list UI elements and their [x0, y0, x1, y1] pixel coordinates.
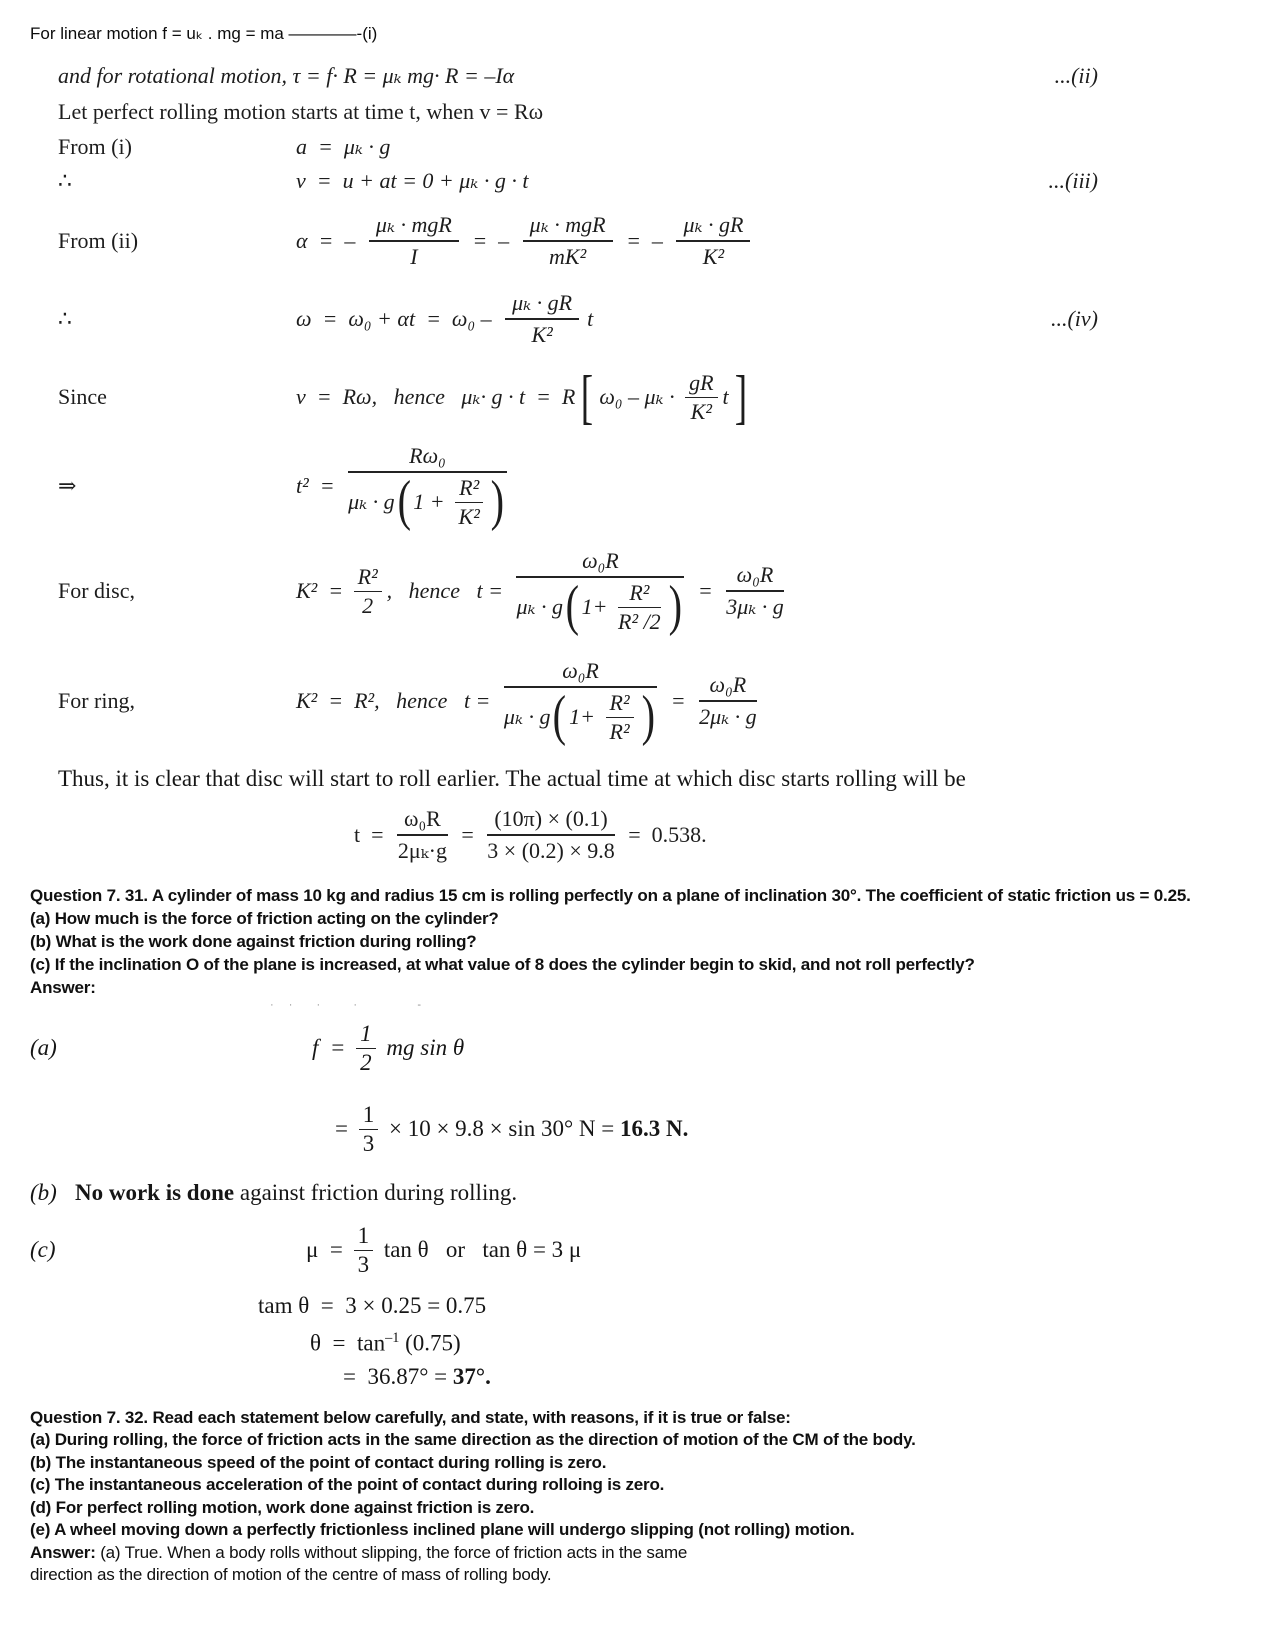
- no-work-rest: against friction during rolling.: [234, 1180, 518, 1205]
- ring-lhs: K² = R², hence t =: [296, 688, 496, 713]
- omega-post: t: [587, 306, 594, 331]
- scan-artifact: · · · · ‑: [270, 999, 427, 1011]
- fraction-numerator: Rω₀: [409, 442, 446, 468]
- answer-7-32-text: (a) True. When a body rolls without slipping, the force of friction acts in the same: [95, 1542, 688, 1562]
- den-inner-text: 1 +: [413, 489, 451, 514]
- alpha-eq3: = –: [620, 228, 669, 253]
- friction-post: mg sin θ: [380, 1035, 465, 1060]
- equation-row-from-i: [58, 130, 1098, 164]
- right-paren: ): [641, 685, 655, 748]
- inner-fraction: [455, 475, 483, 530]
- theta-value: = 36.87° =: [343, 1363, 453, 1389]
- perfect-rolling-line: Let perfect rolling motion starts at time t, when v = Rω: [58, 99, 544, 124]
- third-fraction: [354, 1223, 374, 1278]
- question-7-31-item-c: (c) If the inclination O of the plane is increased, at what value of 8 does the cylinder begin to skid, and not roll perfectly?: [30, 955, 975, 974]
- fraction-denominator: 2μₖ·g: [397, 838, 448, 863]
- big-fraction: [503, 657, 657, 748]
- since-inner: ω₀ – μₖ ·: [599, 384, 681, 409]
- question-7-31-intro: Question 7. 31. A cylinder of mass 10 kg and radius 15 cm is rolling perfectly on a plane of inclination 30°. The coefficient of static friction us = 0.25.: [30, 886, 1191, 905]
- left-paren: (: [553, 685, 567, 748]
- fraction-numerator: 1: [357, 1222, 370, 1248]
- row-label-since: Since: [58, 384, 107, 409]
- fraction-numerator: ω₀R: [404, 806, 441, 831]
- den-prefix: μₖ · g: [516, 594, 564, 619]
- question-7-31-item-a: (a) How much is the force of friction acting on the cylinder?: [30, 909, 499, 928]
- result-fraction: [726, 562, 784, 620]
- tan-theta-line: tam θ = 3 × 0.25 = 0.75: [258, 1293, 487, 1318]
- fraction-denominator: [516, 575, 684, 638]
- omega-lhs: ω = ω₀ + αt = ω₀ –: [296, 306, 498, 331]
- fraction: [397, 806, 448, 864]
- acceleration-equation: a = μₖ · g: [296, 134, 391, 159]
- theta-result-line: [343, 1360, 1245, 1393]
- perfect-rolling-line-row: [58, 94, 1098, 130]
- equation-row-t-squared: [58, 436, 1098, 536]
- right-paren: ): [668, 575, 682, 638]
- derivation-section: [58, 58, 1098, 756]
- equation-row-disc: [58, 536, 1098, 646]
- answer-label-a: (a): [30, 1035, 57, 1060]
- fraction-denominator: 2: [362, 592, 374, 618]
- fraction-numerator: ω₀R: [709, 672, 747, 697]
- big-fraction: [348, 442, 507, 533]
- answer-row-b: [30, 1175, 1245, 1211]
- question-7-32-item-e: (e) A wheel moving down a perfectly frictionless inclined plane will undergo slipping (not rolling) motion.: [30, 1520, 855, 1540]
- fraction-numerator: μₖ · mgR: [375, 212, 452, 237]
- answer-label-c: (c): [30, 1237, 56, 1262]
- value-post: × 10 × 9.8 × sin 30° N =: [383, 1116, 621, 1141]
- theta-post: (0.75): [399, 1330, 461, 1356]
- final-result: = 0.538.: [622, 822, 707, 847]
- answer-7-32-line1: [30, 1542, 1245, 1565]
- left-paren: (: [565, 575, 580, 638]
- theta-value-bold: 37°.: [452, 1363, 491, 1389]
- fraction-denominator: I: [410, 244, 418, 269]
- fraction-denominator: K²: [531, 322, 553, 347]
- fraction-denominator: 2: [360, 1049, 372, 1075]
- fraction-numerator: ω₀R: [582, 547, 619, 573]
- equation-row-final-time: [354, 796, 1098, 874]
- fraction-denominator: 3: [357, 1251, 370, 1277]
- right-bracket: ]: [734, 364, 747, 430]
- inverse-exponent: –1: [385, 1330, 400, 1346]
- left-paren: (: [397, 470, 411, 533]
- therefore-symbol: ∴: [58, 306, 72, 331]
- fraction-numerator: μₖ · gR: [683, 212, 744, 237]
- question-7-32-item-c: (c) The instantaneous acceleration of the point of contact during rolloing is zero.: [30, 1475, 665, 1495]
- therefore-symbol: ∴: [58, 168, 72, 193]
- fraction-denominator: K²: [702, 244, 725, 269]
- equation-row-velocity: [58, 164, 1098, 198]
- final-lhs: t =: [354, 822, 390, 847]
- equation-ref-iv: ...(iv): [1050, 306, 1098, 331]
- fraction-numerator: μₖ · mgR: [529, 212, 606, 237]
- question-7-31: [30, 884, 1245, 999]
- inner-fraction: [606, 690, 634, 745]
- fraction-denominator: R²: [609, 718, 630, 744]
- disc-lhs: K² =: [296, 578, 349, 603]
- since-lhs: v = Rω, hence μₖ· g · t = R: [296, 384, 576, 409]
- den-inner-text: 1+: [569, 704, 601, 729]
- fraction-denominator: 3 × (0.2) × 9.8: [487, 838, 615, 863]
- big-fraction: [516, 547, 684, 638]
- implies-symbol: ⇒: [58, 473, 77, 498]
- den-prefix: μₖ · g: [348, 489, 395, 514]
- final-time-section: [58, 796, 1098, 874]
- answer-label: Answer:: [30, 978, 96, 997]
- row-label-from-i: From (i): [58, 134, 132, 159]
- answer-7-32-line2: direction as the direction of motion of the centre of mass of rolling body.: [30, 1565, 552, 1585]
- answer-row-a-value: [335, 1087, 1245, 1171]
- thus-paragraph: Thus, it is clear that disc will start to roll earlier. The actual time at which disc starts rolling will be: [58, 766, 966, 791]
- equation-row-ring: [58, 646, 1098, 756]
- half-fraction: [356, 1021, 376, 1076]
- fraction-denominator: [348, 470, 507, 533]
- answer-label: Answer:: [30, 1542, 96, 1562]
- row-label-ring: For ring,: [58, 688, 135, 713]
- k-fraction: [354, 564, 382, 619]
- equation-ref-ii: ...(ii): [1054, 63, 1098, 88]
- fraction-numerator: μₖ · gR: [512, 290, 573, 315]
- fraction-denominator: K²: [690, 398, 712, 424]
- equation-row-omega: [58, 280, 1098, 358]
- question-7-32-item-d: (d) For perfect rolling motion, work done against friction is zero.: [30, 1497, 535, 1517]
- fraction-denominator: 2μₖ · g: [699, 704, 757, 729]
- fraction: [685, 370, 717, 425]
- fraction: [505, 290, 579, 348]
- ring-eq2: =: [665, 688, 692, 713]
- disc-mid: , hence t =: [386, 578, 509, 603]
- fraction-numerator: R²: [609, 689, 630, 715]
- question-7-32: [30, 1407, 1245, 1587]
- fraction-denominator: K²: [458, 503, 480, 529]
- fraction-numerator: R²: [357, 563, 378, 589]
- fraction-denominator: mK²: [549, 244, 587, 269]
- alpha-eq2: = –: [466, 228, 515, 253]
- fraction-numerator: ω₀R: [736, 562, 774, 587]
- disc-eq2: =: [692, 578, 719, 603]
- rotational-equation: and for rotational motion, τ = f· R = μₖ mg· R = –Iα: [58, 63, 515, 88]
- answer-row-c: [30, 1211, 1245, 1289]
- velocity-equation: v = u + at = 0 + μₖ · g · t: [296, 168, 529, 193]
- fraction: [523, 212, 613, 270]
- den-inner-text: 1+: [581, 594, 614, 619]
- question-7-32-item-a: (a) During rolling, the force of friction acts in the same direction as the direction of motion of the CM of the body.: [30, 1430, 916, 1450]
- final-eq2: =: [455, 822, 480, 847]
- fraction-numerator: 1: [362, 1101, 375, 1127]
- fraction-denominator: [503, 685, 657, 748]
- linear-motion-line: For linear motion f = uₖ . mg = ma ————-(i): [30, 24, 378, 43]
- since-post: t: [722, 384, 729, 409]
- t2-lhs: t² =: [296, 473, 341, 498]
- value-lhs: =: [335, 1116, 354, 1141]
- equation-row-rotational: [58, 58, 1098, 94]
- answer-row-a: [30, 1009, 1245, 1087]
- equation-row-since: [58, 358, 1098, 436]
- fraction-denominator: 3: [362, 1130, 375, 1156]
- equation-row-alpha: [58, 202, 1098, 280]
- fraction: [369, 212, 459, 270]
- theta-line: [310, 1322, 1245, 1360]
- right-paren: ): [490, 470, 505, 533]
- left-bracket: [: [581, 364, 594, 430]
- row-label-disc: For disc,: [58, 578, 135, 603]
- theta-pre: θ = tan: [310, 1330, 386, 1356]
- result-fraction: [699, 672, 757, 730]
- fraction-numerator: R²: [459, 474, 480, 500]
- question-7-31-item-b: (b) What is the work done against friction during rolling?: [30, 932, 477, 951]
- question-7-32-item-b: (b) The instantaneous speed of the point of contact during rolling is zero.: [30, 1452, 607, 1472]
- no-work-bold: No work is done: [75, 1180, 235, 1205]
- friction-lhs: f =: [312, 1035, 352, 1060]
- mu-lhs: μ =: [306, 1237, 349, 1262]
- fraction-numerator: 1: [360, 1020, 372, 1046]
- question-7-32-intro: Question 7. 32. Read each statement below carefully, and state, with reasons, if it is true or false:: [30, 1407, 791, 1427]
- answer-7-31-section: [30, 1009, 1245, 1393]
- fraction-numerator: R²: [629, 579, 650, 605]
- alpha-lhs: α = –: [296, 228, 361, 253]
- fraction-numerator: gR: [689, 369, 714, 395]
- mu-post: tan θ or tan θ = 3 μ: [378, 1237, 582, 1262]
- fraction: [676, 212, 750, 270]
- friction-result: 16.3 N.: [620, 1116, 689, 1141]
- inner-fraction: [618, 580, 661, 635]
- den-prefix: μₖ · g: [503, 704, 551, 729]
- answer-label-b: (b): [30, 1180, 57, 1205]
- fraction-denominator: 3μₖ · g: [726, 594, 784, 619]
- row-label-from-ii: From (ii): [58, 228, 139, 253]
- fraction-numerator: ω₀R: [562, 657, 599, 683]
- fraction-denominator: R² /2: [618, 608, 661, 634]
- third-fraction: [359, 1102, 379, 1157]
- fraction-numerator: (10π) × (0.1): [494, 806, 608, 831]
- equation-ref-iii: ...(iii): [1048, 168, 1098, 193]
- fraction: [487, 806, 614, 864]
